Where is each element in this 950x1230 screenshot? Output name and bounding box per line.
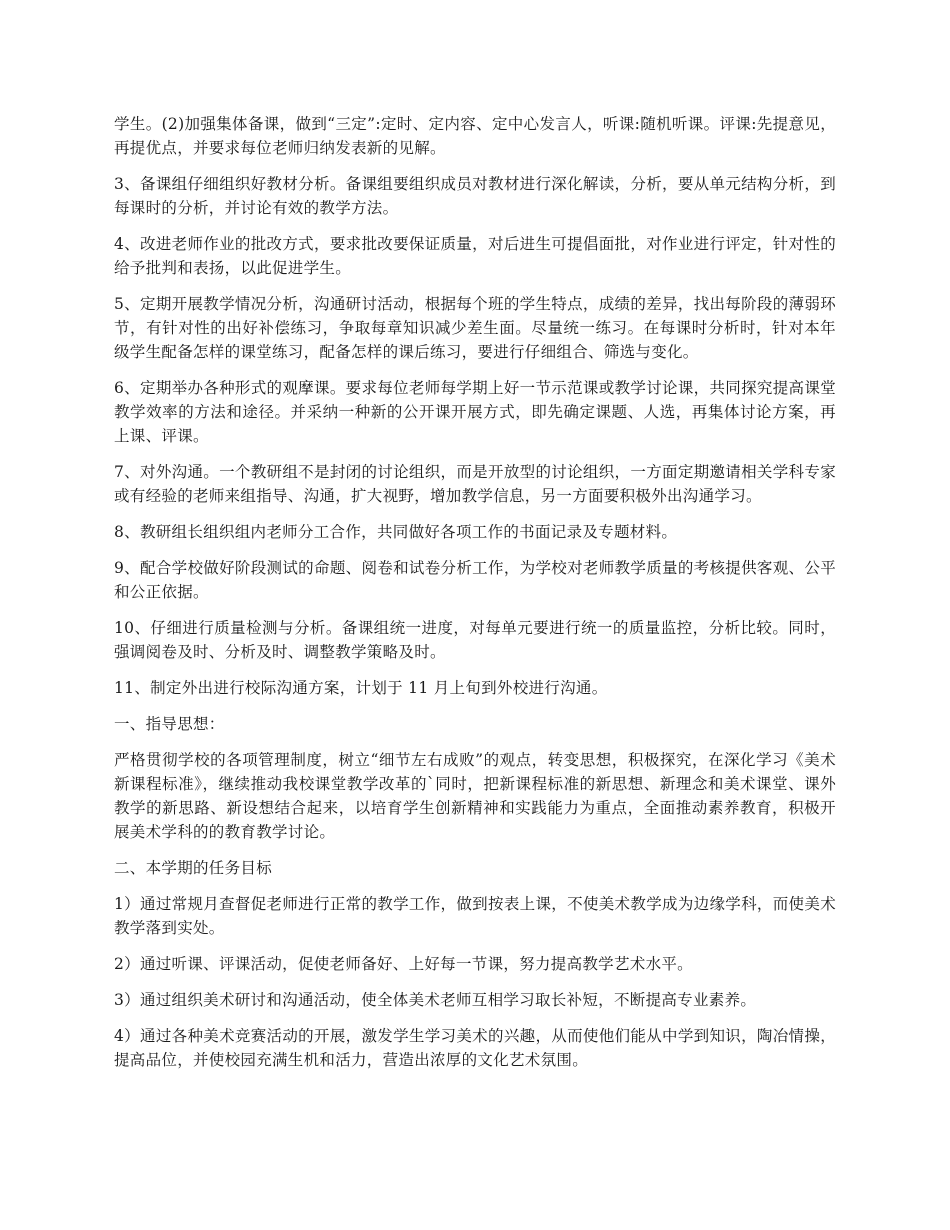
document-page: [114, 112, 836, 1084]
goal-item-2: 2）通过听课、评课活动，促使老师备好、上好每一节课，努力提高教学艺术水平。: [114, 955, 693, 973]
goal-item-4: 4）通过各种美术竞赛活动的开展，激发学生学习美术的兴趣，从而使他们能从中学到知识，陶冶情操，提高品位，并使校园充满生机和活力，营造出浓厚的文化艺术氛围。: [114, 1027, 836, 1069]
paragraph-item-9: 9、配合学校做好阶段测试的命题、阅卷和试卷分析工作，为学校对老师教学质量的考核提供客观、公平和公正依据。: [114, 559, 836, 601]
section-heading-goals: 二、本学期的任务目标: [114, 859, 273, 877]
paragraph-item-7: 7、对外沟通。一个教研组不是封闭的讨论组织，而是开放型的讨论组织，一方面定期邀请相关学科专家或有经验的老师来组指导、沟通，扩大视野，增加教学信息，另一方面要积极外出沟通学习。: [114, 463, 836, 505]
goal-item-3: 3）通过组织美术研讨和沟通活动，使全体美术老师互相学习取长补短，不断提高专业素养。: [114, 991, 757, 1009]
paragraph-item-5: 5、定期开展教学情况分析，沟通研讨活动，根据每个班的学生特点，成绩的差异，找出每阶段的薄弱环节，有针对性的出好补偿练习，争取每章知识减少差生面。尽量统一练习。在每课时分析时，针对本年级学生配备怎样的课堂练习，配备怎样的课后练习，要进行仔细组合、筛选与变化。: [114, 295, 836, 361]
paragraph-item-6: 6、定期举办各种形式的观摩课。要求每位老师每学期上好一节示范课或教学讨论课，共同探究提高课堂教学效率的方法和途径。并采纳一种新的公开课开展方式，即先确定课题、人选，再集体讨论方案，再上课、评课。: [114, 379, 836, 445]
paragraph-continuation: 学生。(2)加强集体备课，做到“三定”:定时、定内容、定中心发言人，听课:随机听课。评课:先提意见，再提优点，并要求每位老师归纳发表新的见解。: [114, 115, 836, 157]
paragraph-item-10: 10、仔细进行质量检测与分析。备课组统一进度，对每单元要进行统一的质量监控，分析比较。同时，强调阅卷及时、分析及时、调整教学策略及时。: [114, 619, 836, 661]
paragraph-item-4: 4、改进老师作业的批改方式，要求批改要保证质量，对后进生可提倡面批，对作业进行评定，针对性的给予批判和表扬，以此促进学生。: [114, 235, 836, 277]
section-heading-guiding-thought: 一、指导思想：: [114, 715, 225, 733]
paragraph-guiding-thought: 严格贯彻学校的各项管理制度，树立“细节左右成败”的观点，转变思想，积极探究，在深化学习《美术新课程标准》，继续推动我校课堂教学改革的`同时，把新课程标准的新思想、新理念和美术课堂、课外教学的新思路、新设想结合起来，以培育学生创新精神和实践能力为重点，全面推动素养教育，积极开展美术学科的的教育教学讨论。: [114, 751, 836, 841]
paragraph-item-8: 8、教研组长组织组内老师分工合作，共同做好各项工作的书面记录及专题材料。: [114, 523, 678, 541]
paragraph-item-3: 3、备课组仔细组织好教材分析。备课组要组织成员对教材进行深化解读，分析，要从单元结构分析，到每课时的分析，并讨论有效的教学方法。: [114, 175, 836, 217]
goal-item-1: 1）通过常规月查督促老师进行正常的教学工作，做到按表上课，不使美术教学成为边缘学科，而使美术教学落到实处。: [114, 895, 836, 937]
paragraph-item-11: 11、制定外出进行校际沟通方案，计划于 11 月上旬到外校进行沟通。: [114, 679, 608, 697]
